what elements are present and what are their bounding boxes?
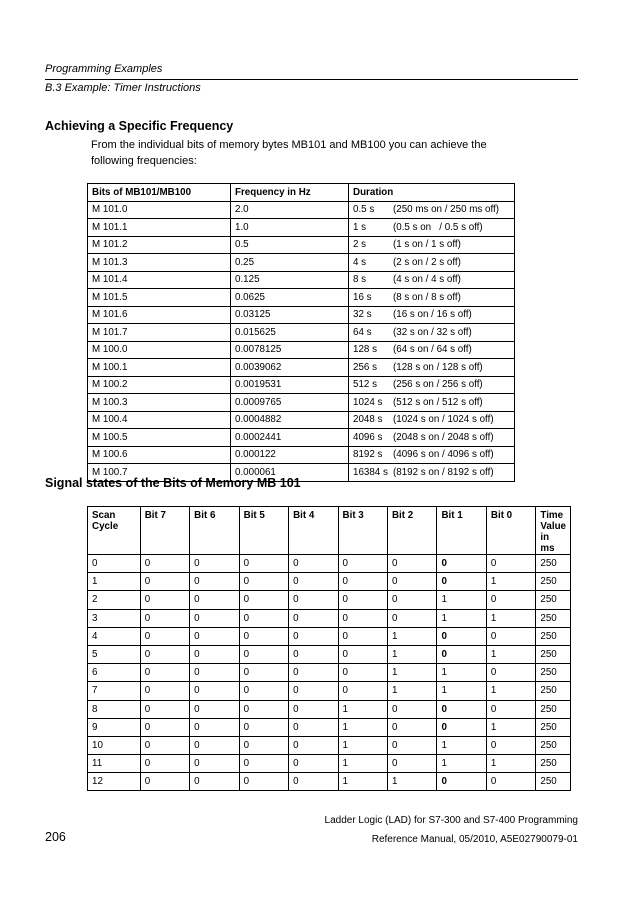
bit-value-cell: 0 bbox=[289, 591, 338, 609]
scan-cycle-cell: 8 bbox=[88, 700, 141, 718]
table-row bbox=[88, 682, 571, 700]
bit-value-cell: 0 bbox=[140, 736, 189, 754]
bit-value-cell: 0 bbox=[239, 755, 288, 773]
header-rule bbox=[45, 79, 578, 80]
table-row bbox=[88, 359, 515, 377]
table-row bbox=[88, 254, 515, 272]
frequency-cell: 2.0 bbox=[231, 201, 349, 219]
bit-value-cell: 1 bbox=[486, 645, 536, 663]
frequency-cell: 0.0009765 bbox=[231, 394, 349, 412]
duration-on-off: (64 s on / 64 s off) bbox=[393, 344, 472, 356]
duration-cell bbox=[349, 394, 515, 412]
bit-value-cell: 0 bbox=[239, 555, 288, 573]
bit-value-cell: 0 bbox=[289, 718, 338, 736]
time-value-cell: 250 bbox=[536, 627, 571, 645]
bit-address-cell: M 101.0 bbox=[88, 201, 231, 219]
bit-value-cell: 0 bbox=[486, 773, 536, 791]
footer-manual-title: Ladder Logic (LAD) for S7-300 and S7-400 Programming bbox=[324, 815, 578, 826]
duration-period: 2 s bbox=[353, 239, 367, 251]
bit-value-cell: 0 bbox=[387, 700, 436, 718]
duration-period: 512 s bbox=[353, 379, 377, 391]
time-value-cell: 250 bbox=[536, 718, 571, 736]
duration-period: 2048 s bbox=[353, 414, 383, 426]
frequency-cell: 0.25 bbox=[231, 254, 349, 272]
bit-address-cell: M 100.6 bbox=[88, 446, 231, 464]
bit-value-cell: 0 bbox=[486, 627, 536, 645]
duration-cell bbox=[349, 446, 515, 464]
duration-on-off: (4 s on / 4 s off) bbox=[393, 274, 461, 286]
frequency-cell: 1.0 bbox=[231, 219, 349, 237]
table-row bbox=[88, 573, 571, 591]
bit-value-cell: 0 bbox=[190, 736, 239, 754]
bit-value-cell: 0 bbox=[289, 700, 338, 718]
frequency-cell: 0.0039062 bbox=[231, 359, 349, 377]
bit-value-cell: 0 bbox=[140, 755, 189, 773]
scan-cycle-cell: 7 bbox=[88, 682, 141, 700]
bit-value-cell: 1 bbox=[338, 718, 387, 736]
bit-value-cell: 1 bbox=[486, 755, 536, 773]
bit-address-cell: M 101.3 bbox=[88, 254, 231, 272]
bit-value-cell: 0 bbox=[289, 645, 338, 663]
bit-value-cell: 0 bbox=[338, 573, 387, 591]
bit-value-cell: 0 bbox=[437, 645, 486, 663]
duration-on-off: (16 s on / 16 s off) bbox=[393, 309, 472, 321]
duration-period: 4096 s bbox=[353, 431, 383, 443]
duration-period: 0.5 s bbox=[353, 204, 375, 216]
frequency-cell: 0.0019531 bbox=[231, 376, 349, 394]
col-header-duration: Duration bbox=[349, 184, 515, 202]
duration-cell bbox=[349, 411, 515, 429]
bit-value-cell: 0 bbox=[190, 718, 239, 736]
frequency-cell: 0.5 bbox=[231, 236, 349, 254]
table-row bbox=[88, 324, 515, 342]
bit-value-cell: 0 bbox=[140, 773, 189, 791]
bit-value-cell: 0 bbox=[338, 664, 387, 682]
bit-value-cell: 0 bbox=[190, 555, 239, 573]
scan-cycle-cell: 9 bbox=[88, 718, 141, 736]
col-header-frequency: Frequency in Hz bbox=[231, 184, 349, 202]
table-row bbox=[88, 394, 515, 412]
bit-value-cell: 0 bbox=[289, 573, 338, 591]
running-header-chapter: Programming Examples bbox=[45, 63, 163, 75]
bit-address-cell: M 100.2 bbox=[88, 376, 231, 394]
bit-value-cell: 0 bbox=[289, 773, 338, 791]
scan-cycle-cell: 5 bbox=[88, 645, 141, 663]
bit-value-cell: 0 bbox=[239, 645, 288, 663]
bit-address-cell: M 101.7 bbox=[88, 324, 231, 342]
duration-cell bbox=[349, 219, 515, 237]
bit-value-cell: 1 bbox=[437, 609, 486, 627]
signal-table-header-row bbox=[88, 507, 571, 555]
table-row bbox=[88, 736, 571, 754]
duration-cell bbox=[349, 236, 515, 254]
duration-period: 1024 s bbox=[353, 396, 383, 408]
bit-value-cell: 0 bbox=[140, 609, 189, 627]
col-header-bit-2: Bit 2 bbox=[387, 507, 436, 555]
bit-value-cell: 0 bbox=[190, 664, 239, 682]
duration-cell bbox=[349, 306, 515, 324]
bit-value-cell: 0 bbox=[190, 591, 239, 609]
time-value-cell: 250 bbox=[536, 682, 571, 700]
bit-value-cell: 0 bbox=[140, 664, 189, 682]
bit-value-cell: 0 bbox=[289, 627, 338, 645]
bit-value-cell: 0 bbox=[190, 573, 239, 591]
bit-value-cell: 1 bbox=[486, 573, 536, 591]
bit-value-cell: 0 bbox=[190, 609, 239, 627]
bit-value-cell: 0 bbox=[387, 736, 436, 754]
bit-value-cell: 1 bbox=[486, 609, 536, 627]
duration-cell bbox=[349, 376, 515, 394]
col-header-bit-3: Bit 3 bbox=[338, 507, 387, 555]
bit-value-cell: 0 bbox=[338, 682, 387, 700]
bit-value-cell: 0 bbox=[289, 664, 338, 682]
duration-period: 256 s bbox=[353, 361, 377, 373]
scan-cycle-cell: 10 bbox=[88, 736, 141, 754]
bit-value-cell: 0 bbox=[239, 573, 288, 591]
table-row bbox=[88, 591, 571, 609]
bit-value-cell: 0 bbox=[387, 555, 436, 573]
bit-value-cell: 1 bbox=[387, 645, 436, 663]
table-row bbox=[88, 271, 515, 289]
table-row bbox=[88, 645, 571, 663]
bit-address-cell: M 100.4 bbox=[88, 411, 231, 429]
bit-value-cell: 0 bbox=[437, 627, 486, 645]
scan-cycle-cell: 2 bbox=[88, 591, 141, 609]
bit-value-cell: 0 bbox=[437, 555, 486, 573]
bit-value-cell: 0 bbox=[140, 718, 189, 736]
time-value-cell: 250 bbox=[536, 645, 571, 663]
duration-on-off: (2048 s on / 2048 s off) bbox=[393, 431, 494, 443]
bit-value-cell: 0 bbox=[190, 645, 239, 663]
bit-value-cell: 0 bbox=[437, 700, 486, 718]
duration-period: 16384 s bbox=[353, 466, 388, 478]
duration-period: 8 s bbox=[353, 274, 367, 286]
section-title-signal-states: Signal states of the Bits of Memory MB 101 bbox=[45, 476, 301, 490]
bit-value-cell: 0 bbox=[140, 645, 189, 663]
duration-cell bbox=[349, 429, 515, 447]
bit-value-cell: 0 bbox=[486, 664, 536, 682]
bit-value-cell: 0 bbox=[239, 591, 288, 609]
col-header-bit-7: Bit 7 bbox=[140, 507, 189, 555]
scan-cycle-cell: 12 bbox=[88, 773, 141, 791]
bit-value-cell: 0 bbox=[338, 645, 387, 663]
col-header-bit-5: Bit 5 bbox=[239, 507, 288, 555]
bit-value-cell: 0 bbox=[387, 718, 436, 736]
duration-on-off: (512 s on / 512 s off) bbox=[393, 396, 483, 408]
duration-on-off: (8 s on / 8 s off) bbox=[393, 291, 461, 303]
duration-cell bbox=[349, 289, 515, 307]
bit-value-cell: 0 bbox=[289, 609, 338, 627]
duration-on-off: (128 s on / 128 s off) bbox=[393, 361, 483, 373]
table-row bbox=[88, 236, 515, 254]
bit-value-cell: 0 bbox=[289, 736, 338, 754]
page-number: 206 bbox=[45, 830, 66, 844]
bit-value-cell: 1 bbox=[486, 718, 536, 736]
bit-value-cell: 0 bbox=[486, 591, 536, 609]
bit-value-cell: 0 bbox=[338, 591, 387, 609]
frequency-table bbox=[87, 183, 515, 482]
table-row bbox=[88, 446, 515, 464]
bit-value-cell: 0 bbox=[486, 555, 536, 573]
time-value-cell: 250 bbox=[536, 555, 571, 573]
bit-value-cell: 0 bbox=[190, 773, 239, 791]
duration-cell bbox=[349, 464, 515, 482]
table-row bbox=[88, 627, 571, 645]
duration-cell bbox=[349, 324, 515, 342]
table-row bbox=[88, 609, 571, 627]
bit-value-cell: 0 bbox=[239, 718, 288, 736]
scan-cycle-cell: 1 bbox=[88, 573, 141, 591]
col-header-time-value-in-ms: Time Value in ms bbox=[536, 507, 571, 555]
bit-value-cell: 0 bbox=[239, 773, 288, 791]
duration-on-off: (32 s on / 32 s off) bbox=[393, 326, 472, 338]
duration-period: 32 s bbox=[353, 309, 372, 321]
bit-address-cell: M 101.1 bbox=[88, 219, 231, 237]
scan-cycle-cell: 3 bbox=[88, 609, 141, 627]
bit-value-cell: 0 bbox=[387, 573, 436, 591]
running-header-section: B.3 Example: Timer Instructions bbox=[45, 82, 201, 94]
frequency-cell: 0.0002441 bbox=[231, 429, 349, 447]
bit-value-cell: 1 bbox=[338, 755, 387, 773]
bit-value-cell: 0 bbox=[140, 591, 189, 609]
bit-value-cell: 0 bbox=[486, 736, 536, 754]
frequency-cell: 0.000061 bbox=[231, 464, 349, 482]
bit-value-cell: 0 bbox=[140, 700, 189, 718]
scan-cycle-cell: 11 bbox=[88, 755, 141, 773]
bit-value-cell: 0 bbox=[140, 627, 189, 645]
table-row bbox=[88, 201, 515, 219]
frequency-cell: 0.0004882 bbox=[231, 411, 349, 429]
bit-value-cell: 1 bbox=[437, 591, 486, 609]
frequency-cell: 0.015625 bbox=[231, 324, 349, 342]
col-header-bit-1: Bit 1 bbox=[437, 507, 486, 555]
table-row bbox=[88, 376, 515, 394]
time-value-cell: 250 bbox=[536, 664, 571, 682]
time-value-cell: 250 bbox=[536, 736, 571, 754]
duration-period: 1 s bbox=[353, 221, 367, 233]
bit-value-cell: 0 bbox=[289, 682, 338, 700]
signal-states-table bbox=[87, 506, 571, 791]
bit-value-cell: 0 bbox=[486, 700, 536, 718]
duration-on-off: (1 s on / 1 s off) bbox=[393, 239, 461, 251]
frequency-cell: 0.0078125 bbox=[231, 341, 349, 359]
table-row bbox=[88, 700, 571, 718]
duration-on-off: (0.5 s on / 0.5 s off) bbox=[393, 221, 483, 233]
bit-value-cell: 0 bbox=[338, 609, 387, 627]
col-header-bit-4: Bit 4 bbox=[289, 507, 338, 555]
bit-value-cell: 0 bbox=[338, 627, 387, 645]
bit-value-cell: 0 bbox=[289, 555, 338, 573]
duration-on-off: (2 s on / 2 s off) bbox=[393, 256, 461, 268]
section-title-frequency: Achieving a Specific Frequency bbox=[45, 119, 234, 133]
duration-on-off: (250 ms on / 250 ms off) bbox=[393, 204, 500, 216]
bit-value-cell: 0 bbox=[140, 573, 189, 591]
bit-address-cell: M 101.6 bbox=[88, 306, 231, 324]
bit-value-cell: 1 bbox=[437, 755, 486, 773]
frequency-cell: 0.125 bbox=[231, 271, 349, 289]
bit-value-cell: 1 bbox=[338, 736, 387, 754]
duration-on-off: (4096 s on / 4096 s off) bbox=[393, 449, 494, 461]
table-row bbox=[88, 664, 571, 682]
scan-cycle-cell: 0 bbox=[88, 555, 141, 573]
bit-value-cell: 0 bbox=[239, 609, 288, 627]
duration-on-off: (8192 s on / 8192 s off) bbox=[393, 466, 494, 478]
frequency-table-header-row bbox=[88, 184, 515, 202]
frequency-cell: 0.0625 bbox=[231, 289, 349, 307]
table-row bbox=[88, 429, 515, 447]
scan-cycle-cell: 4 bbox=[88, 627, 141, 645]
bit-value-cell: 1 bbox=[437, 664, 486, 682]
bit-value-cell: 0 bbox=[239, 700, 288, 718]
bit-value-cell: 0 bbox=[140, 555, 189, 573]
time-value-cell: 250 bbox=[536, 773, 571, 791]
bit-value-cell: 0 bbox=[387, 591, 436, 609]
bit-address-cell: M 100.1 bbox=[88, 359, 231, 377]
time-value-cell: 250 bbox=[536, 609, 571, 627]
bit-value-cell: 0 bbox=[239, 664, 288, 682]
bit-value-cell: 0 bbox=[387, 755, 436, 773]
bit-value-cell: 1 bbox=[437, 682, 486, 700]
frequency-cell: 0.000122 bbox=[231, 446, 349, 464]
duration-on-off: (1024 s on / 1024 s off) bbox=[393, 414, 494, 426]
table-row bbox=[88, 718, 571, 736]
bit-value-cell: 0 bbox=[239, 736, 288, 754]
bit-value-cell: 0 bbox=[190, 682, 239, 700]
time-value-cell: 250 bbox=[536, 755, 571, 773]
table-row bbox=[88, 341, 515, 359]
bit-address-cell: M 101.5 bbox=[88, 289, 231, 307]
table-row bbox=[88, 411, 515, 429]
table-row bbox=[88, 289, 515, 307]
bit-value-cell: 1 bbox=[387, 682, 436, 700]
table-row bbox=[88, 219, 515, 237]
duration-cell bbox=[349, 341, 515, 359]
bit-address-cell: M 100.3 bbox=[88, 394, 231, 412]
bit-value-cell: 1 bbox=[387, 664, 436, 682]
bit-value-cell: 0 bbox=[239, 682, 288, 700]
duration-period: 64 s bbox=[353, 326, 372, 338]
bit-value-cell: 0 bbox=[437, 773, 486, 791]
frequency-cell: 0.03125 bbox=[231, 306, 349, 324]
duration-period: 4 s bbox=[353, 256, 367, 268]
scan-cycle-cell: 6 bbox=[88, 664, 141, 682]
bit-value-cell: 0 bbox=[190, 700, 239, 718]
duration-cell bbox=[349, 254, 515, 272]
bit-value-cell: 1 bbox=[387, 627, 436, 645]
table-row bbox=[88, 755, 571, 773]
duration-on-off: (256 s on / 256 s off) bbox=[393, 379, 483, 391]
bit-value-cell: 0 bbox=[437, 718, 486, 736]
duration-period: 128 s bbox=[353, 344, 377, 356]
col-header-scan-cycle: Scan Cycle bbox=[88, 507, 141, 555]
intro-paragraph: From the individual bits of memory bytes MB101 and MB100 you can achieve the following frequencies: bbox=[91, 139, 487, 167]
bit-address-cell: M 100.5 bbox=[88, 429, 231, 447]
duration-cell bbox=[349, 271, 515, 289]
bit-address-cell: M 101.2 bbox=[88, 236, 231, 254]
bit-value-cell: 0 bbox=[437, 573, 486, 591]
duration-period: 16 s bbox=[353, 291, 372, 303]
table-row bbox=[88, 306, 515, 324]
bit-address-cell: M 101.4 bbox=[88, 271, 231, 289]
time-value-cell: 250 bbox=[536, 700, 571, 718]
footer-manual-reference: Reference Manual, 05/2010, A5E02790079-01 bbox=[371, 834, 578, 845]
bit-value-cell: 1 bbox=[387, 773, 436, 791]
col-header-bit-6: Bit 6 bbox=[190, 507, 239, 555]
table-row bbox=[88, 555, 571, 573]
duration-cell bbox=[349, 359, 515, 377]
bit-address-cell: M 100.7 bbox=[88, 464, 231, 482]
duration-period: 8192 s bbox=[353, 449, 383, 461]
bit-value-cell: 0 bbox=[140, 682, 189, 700]
bit-value-cell: 0 bbox=[239, 627, 288, 645]
bit-value-cell: 0 bbox=[190, 627, 239, 645]
bit-value-cell: 0 bbox=[190, 755, 239, 773]
bit-value-cell: 1 bbox=[486, 682, 536, 700]
table-row bbox=[88, 773, 571, 791]
bit-value-cell: 1 bbox=[338, 700, 387, 718]
time-value-cell: 250 bbox=[536, 573, 571, 591]
time-value-cell: 250 bbox=[536, 591, 571, 609]
col-header-bit-0: Bit 0 bbox=[486, 507, 536, 555]
duration-cell bbox=[349, 201, 515, 219]
bit-value-cell: 1 bbox=[437, 736, 486, 754]
bit-value-cell: 0 bbox=[338, 555, 387, 573]
col-header-bits: Bits of MB101/MB100 bbox=[88, 184, 231, 202]
bit-address-cell: M 100.0 bbox=[88, 341, 231, 359]
bit-value-cell: 0 bbox=[289, 755, 338, 773]
bit-value-cell: 1 bbox=[338, 773, 387, 791]
bit-value-cell: 0 bbox=[387, 609, 436, 627]
